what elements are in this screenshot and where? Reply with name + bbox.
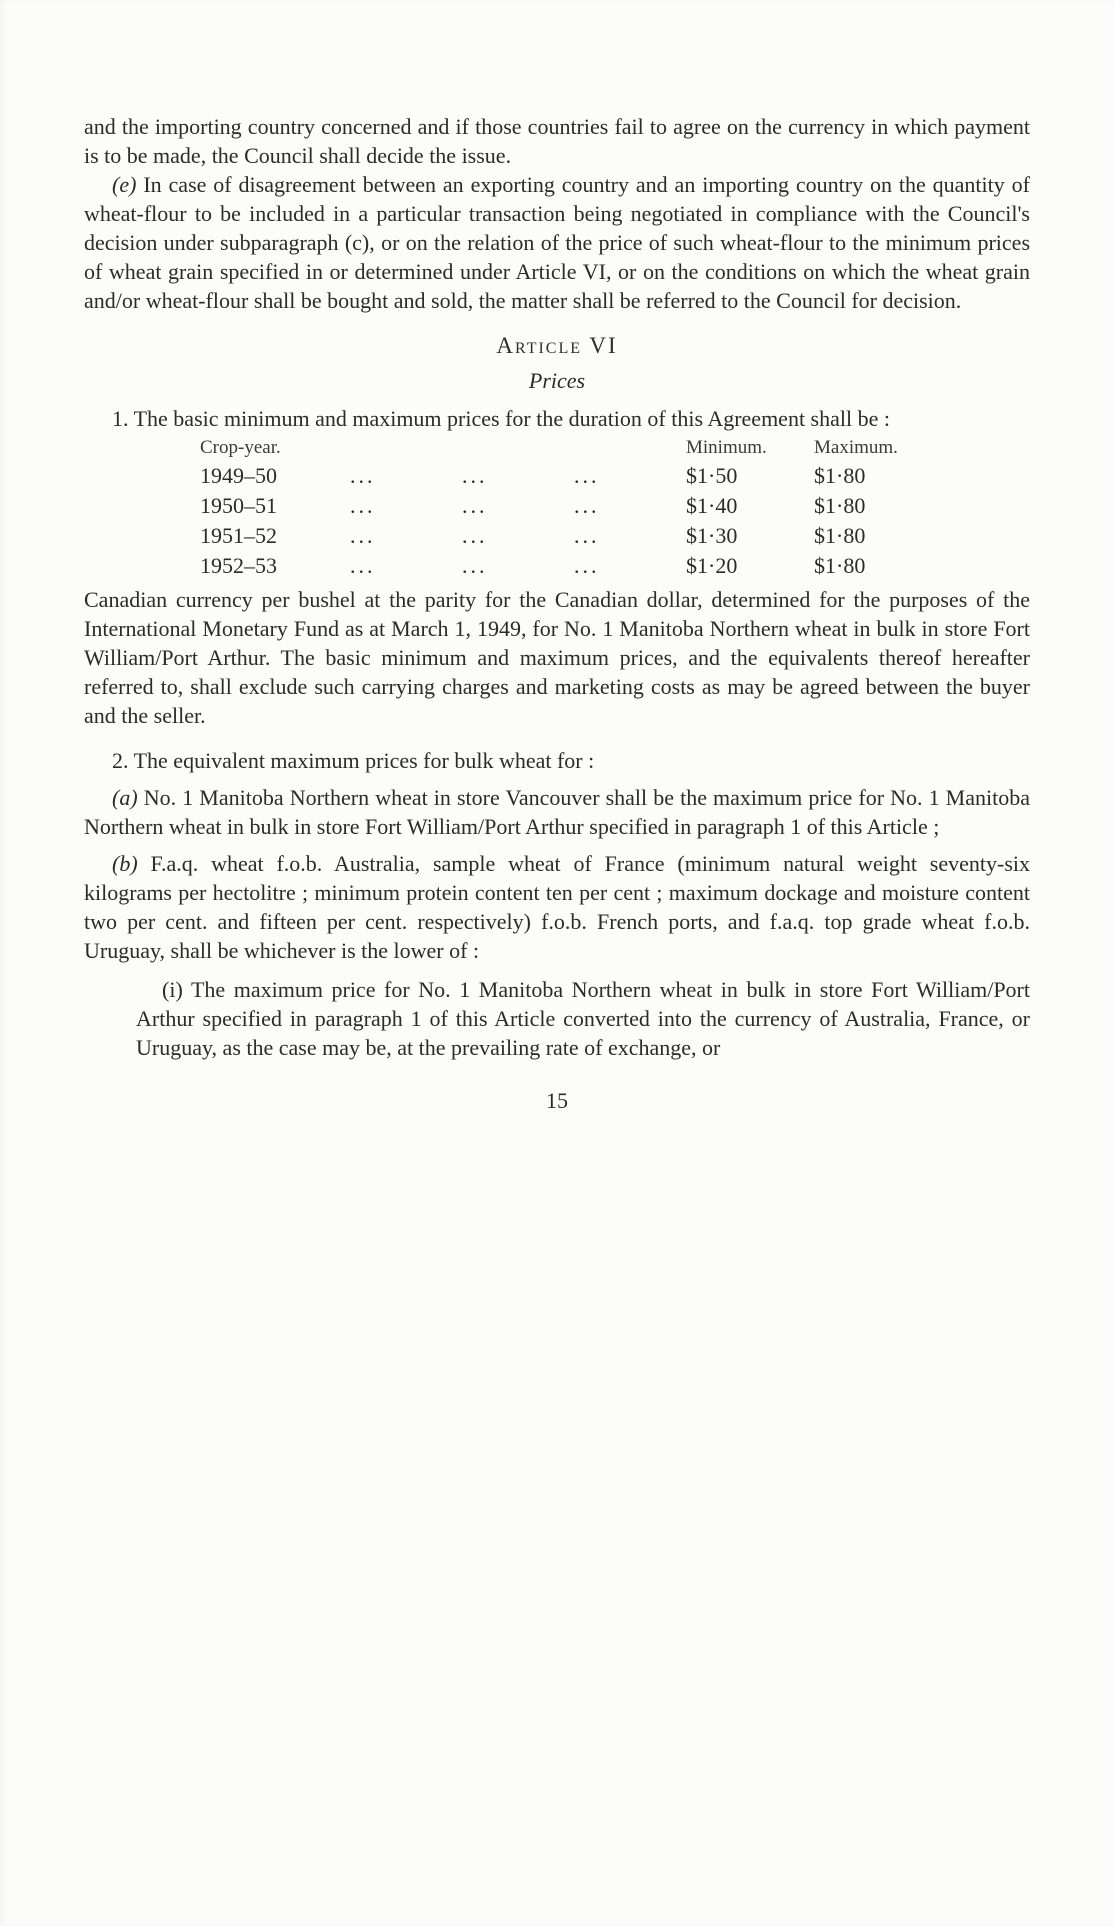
leader-dots: ... — [462, 523, 488, 548]
paragraph-e-text: In case of disagreement between an exporting country and an importing country on the quantity of wheat-flour to be included in a particular transaction being negotiated in compliance with the Council's decision under subparagraph (c), or on the relation of the price of such wheat-flour to the minimum prices of wheat grain specified in or determined under Article VI, or on the conditions on which the wheat grain and/or wheat-flour shall be bought and sold, the matter shall be referred to the Council for decision. — [84, 172, 1030, 313]
paragraph-2: 2. The equivalent maximum prices for bulk wheat for : — [112, 748, 595, 773]
header-maximum: Maximum. — [814, 437, 898, 458]
price-table-row — [200, 461, 1030, 491]
paragraph-a-text: No. 1 Manitoba Northern wheat in store Vancouver shall be the maximum price for No. 1 Manitoba Northern wheat in bulk in store Fort William/Port Arthur specified in paragraph 1 of this Article ; — [84, 785, 1030, 839]
paragraph-i-text: The maximum price for No. 1 Manitoba Northern wheat in bulk in store Fort William/Port Arthur specified in paragraph 1 of this Article converted into the currency of Australia, France, or Uruguay, as the case may be, at the prevailing rate of exchange, or — [136, 977, 1030, 1060]
price-table-row — [200, 521, 1030, 551]
leader-dots: ... — [574, 493, 600, 518]
paragraph-i — [136, 975, 1030, 1062]
header-spacer — [462, 435, 574, 461]
header-spacer — [350, 435, 462, 461]
paragraph-i-marker: (i) — [162, 977, 183, 1002]
minimum-price-cell: $1·40 — [686, 493, 738, 518]
leader-dots: ... — [574, 523, 600, 548]
paragraph-b — [84, 849, 1030, 965]
article-heading: Article VI — [496, 333, 618, 358]
price-table-row — [200, 551, 1030, 581]
paragraph-b-text: F.a.q. wheat f.o.b. Australia, sample wheat of France (minimum natural weight seventy-six kilograms per hectolitre ; minimum protein content ten per cent ; maximum dockage and moisture content two per cent. and fifteen per cent. respectively) f.o.b. French ports, and f.a.q. top grade wheat f.o.b. Uruguay, shall be whichever is the lower of : — [84, 851, 1030, 963]
paragraph-continuation: and the importing country concerned and if those countries fail to agree on the currency in which payment is to be made, the Council shall decide the issue. — [84, 114, 1030, 168]
leader-dots: ... — [350, 493, 376, 518]
minimum-price-cell: $1·20 — [686, 553, 738, 578]
crop-year-cell: 1952–53 — [200, 553, 277, 578]
price-table-row — [200, 491, 1030, 521]
leader-dots: ... — [350, 523, 376, 548]
paragraph-1: 1. The basic minimum and maximum prices for the duration of this Agreement shall be : — [112, 406, 890, 431]
crop-year-cell: 1950–51 — [200, 493, 277, 518]
maximum-price-cell: $1·80 — [814, 553, 866, 578]
page-number: 15 — [546, 1088, 568, 1113]
paragraph-a — [84, 783, 1030, 841]
paragraph-a-marker: (a) — [112, 785, 138, 810]
leader-dots: ... — [574, 463, 600, 488]
header-minimum: Minimum. — [686, 437, 767, 458]
paragraph-b-marker: (b) — [112, 851, 138, 876]
leader-dots: ... — [350, 463, 376, 488]
crop-year-cell: 1951–52 — [200, 523, 277, 548]
leader-dots: ... — [350, 553, 376, 578]
minimum-price-cell: $1·50 — [686, 463, 738, 488]
article-subheading: Prices — [528, 368, 586, 393]
paragraph-e-marker: (e) — [112, 172, 137, 197]
minimum-price-cell: $1·30 — [686, 523, 738, 548]
maximum-price-cell: $1·80 — [814, 463, 866, 488]
price-table-header-row — [200, 435, 1030, 461]
document-body — [84, 112, 1030, 1114]
subparagraph-i-block — [136, 975, 1030, 1062]
paragraph-e — [84, 170, 1030, 315]
header-spacer — [574, 435, 686, 461]
maximum-price-cell: $1·80 — [814, 493, 866, 518]
leader-dots: ... — [462, 493, 488, 518]
paragraph-canadian-currency: Canadian currency per bushel at the parity for the Canadian dollar, determined for the purposes of the International Monetary Fund as at March 1, 1949, for No. 1 Manitoba Northern wheat in bulk in store Fort William/Port Arthur. The basic minimum and maximum prices, and the equivalents thereof hereafter referred to, shall exclude such carrying charges and marketing costs as may be agreed between the buyer and the seller. — [84, 587, 1030, 728]
leader-dots: ... — [462, 553, 488, 578]
price-table — [200, 435, 1030, 581]
header-crop-year: Crop-year. — [200, 437, 281, 458]
leader-dots: ... — [574, 553, 600, 578]
maximum-price-cell: $1·80 — [814, 523, 866, 548]
crop-year-cell: 1949–50 — [200, 463, 277, 488]
leader-dots: ... — [462, 463, 488, 488]
